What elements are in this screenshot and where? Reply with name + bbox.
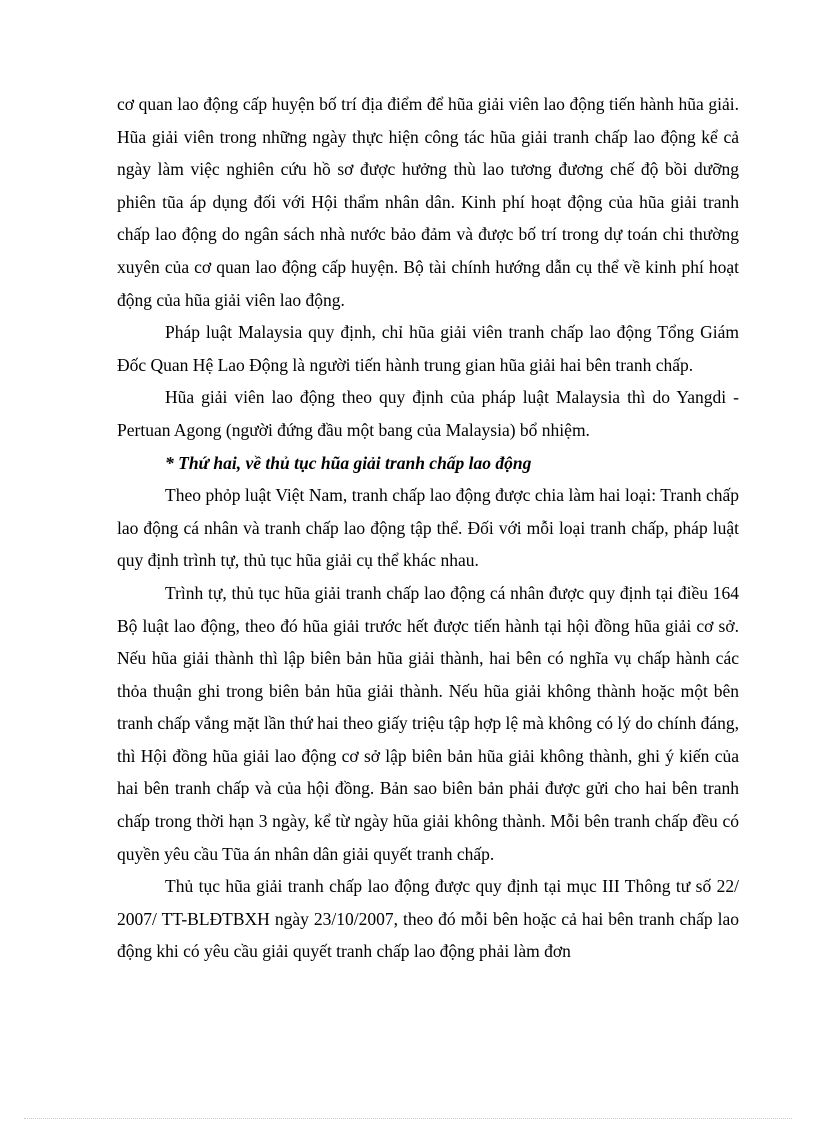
paragraph-malaysia-appointment: Hũa giải viên lao động theo quy định của pháp luật Malaysia thì do Yangdi - Pertuan Agong (người đứng đầu một bang của Malaysia) bổ nhiệm. — [117, 387, 739, 440]
paragraph-malaysia-conciliator: Pháp luật Malaysia quy định, chỉ hũa giải viên tranh chấp lao động Tổng Giám Đốc Quan Hệ Lao Động là người tiến hành trung gian hũa giải hai bên tranh chấp. — [117, 322, 739, 375]
paragraph-circular-procedure: Thủ tục hũa giải tranh chấp lao động được quy định tại mục III Thông tư số 22/ 2007/ TT-BLĐTBXH ngày 23/10/2007, theo đó mỗi bên hoặc cả hai bên tranh chấp lao động khi có yêu cầu giải quyết tranh chấp lao động phải làm đơn — [117, 876, 739, 962]
paragraph-individual-procedure: Trình tự, thủ tục hũa giải tranh chấp lao động cá nhân được quy định tại điều 164 Bộ luật lao động, theo đó hũa giải trước hết được tiến hành tại hội đồng hũa giải cơ sở. Nếu hũa giải thành thì lập biên bản hũa giải thành, hai bên có nghĩa vụ chấp hành các thỏa thuận ghi trong biên bản hũa giải thành. Nếu hũa giải không thành hoặc một bên tranh chấp vắng mặt lần thứ hai theo giấy triệu tập hợp lệ mà không có lý do chính đáng, thì Hội đồng hũa giải lao động cơ sở lập biên bản hũa giải không thành, ghi ý kiến của hai bên tranh chấp và của hội đồng. Bản sao biên bản phải được gửi cho hai bên tranh chấp trong thời hạn 3 ngày, kể từ ngày hũa giải không thành. Mỗi bên tranh chấp đều có quyền yêu cầu Tũa án nhân dân giải quyết tranh chấp. — [117, 582, 739, 864]
paragraph-continuation: cơ quan lao động cấp huyện bố trí địa điểm để hũa giải viên lao động tiến hành hũa giải. Hũa giải viên trong những ngày thực hiện công tác hũa giải tranh chấp lao động kể cả ngày làm việc nghiên cứu hồ sơ được hưởng thù lao tương đương chế độ bồi dưỡng phiên tũa áp dụng đối với Hội thẩm nhân dân. Kinh phí hoạt động của hũa giải tranh chấp lao động do ngân sách nhà nước bảo đảm và được bố trí trong dự toán chi thường xuyên của cơ quan lao động cấp huyện. Bộ tài chính hướng dẫn cụ thể về kinh phí hoạt động của hũa giải viên lao động. — [117, 94, 739, 310]
document-page — [117, 88, 739, 968]
page-bottom-divider — [24, 1118, 792, 1119]
paragraph-vietnam-dispute-types: Theo phỏp luật Việt Nam, tranh chấp lao động được chia làm hai loại: Tranh chấp lao động cá nhân và tranh chấp lao động tập thể. Đối với mỗi loại tranh chấp, pháp luật quy định trình tự, thủ tục hũa giải cụ thể khác nhau. — [117, 485, 739, 571]
section-heading: * Thứ hai, về thủ tục hũa giải tranh chấp lao động — [165, 452, 532, 473]
